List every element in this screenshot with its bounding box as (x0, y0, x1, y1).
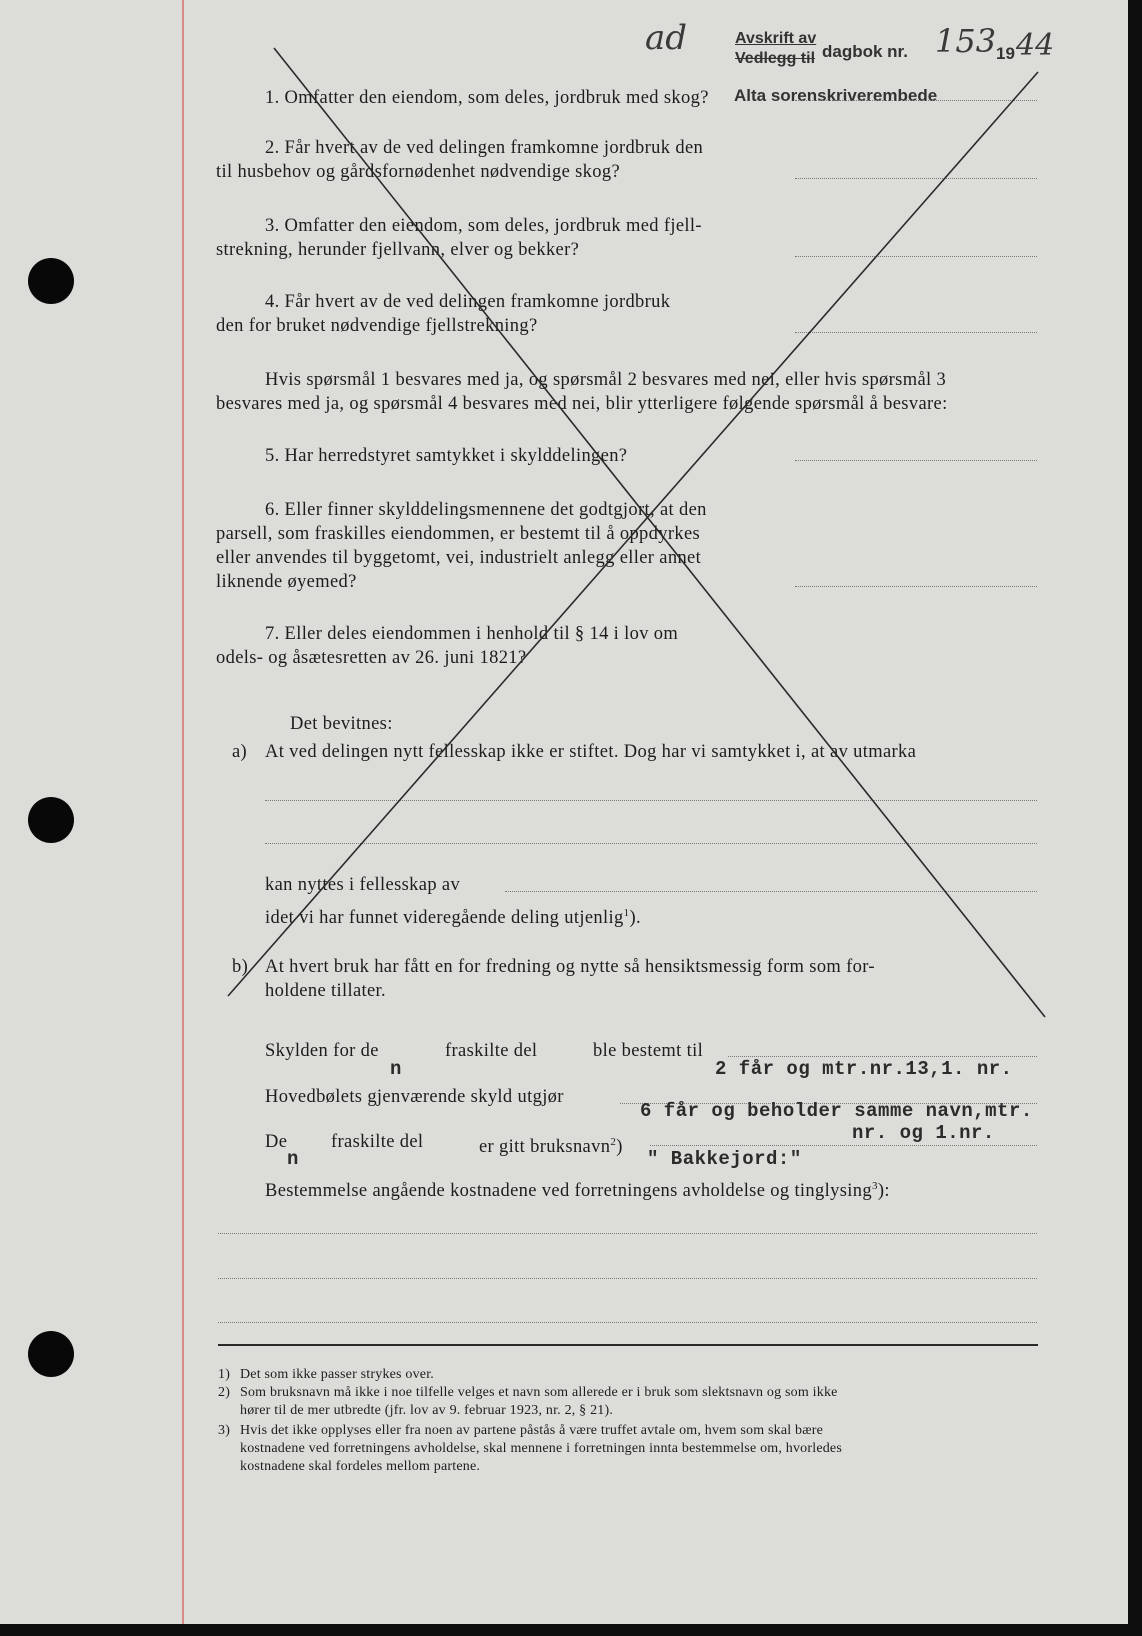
footnote-2-line1: Som bruksnavn må ikke i noe tilfelle velges et navn som allerede er i bruk som slektsnavn og som ikke (240, 1385, 838, 1400)
attest-b-line1: At hvert bruk har fått en for fredning og nytte så hensiktsmessig form som for- (265, 957, 875, 977)
year-suffix: 44 (1016, 28, 1055, 63)
footnote-3-line2: kostnadene ved forretningens avholdelse, skal mennene i forretningen innta bestemmelse om, hvorledes (240, 1441, 842, 1456)
typed-skyld: 2 får og mtr.nr.13,1. nr. (715, 1058, 1013, 1080)
skyld-label-2: fraskilte del (445, 1041, 538, 1061)
footnote-3-line1: Hvis det ikke opplyses eller fra noen av partene påstås å være truffet avtale om, hvem som skal bære (240, 1423, 824, 1438)
dagbok-label: dagbok nr. (822, 42, 908, 61)
conditional-line1: Hvis spørsmål 1 besvares med ja, og spørsmål 2 besvares med nei, eller hvis spørsmål 3 (265, 370, 947, 390)
hovedbol-label: Hovedbølets gjenværende skyld utgjør (265, 1087, 564, 1107)
bruksnavn-label-2: fraskilte del (331, 1132, 424, 1152)
footnote-3-line3: kostnadene skal fordeles mellom partene. (240, 1459, 481, 1474)
footnote-1-line1: Det som ikke passer strykes over. (240, 1367, 435, 1382)
year-prefix: 19 (996, 44, 1015, 63)
conditional-line2: besvares med ja, og spørsmål 4 besvares med nei, blir ytterligere følgende spørsmål å besvare: (216, 394, 948, 414)
attest-b-label: b) (232, 957, 249, 977)
scan-border (0, 1624, 1142, 1636)
footnote-2-line2: hører til de mer utbredte (jfr. lov av 9. februar 1923, nr. 2, § 21). (240, 1403, 614, 1418)
insert-n: n (390, 1058, 402, 1080)
question-6-line3: eller anvendes til byggetomt, vei, industrielt anlegg eller annet (216, 548, 702, 568)
question-1: 1. Omfatter den eiendom, som deles, jordbruk med skog? (265, 88, 709, 108)
bestemmelse-label: Bestemmelse angående kostnadene ved forretningens avholdelse og tinglysing$^3$): (265, 1180, 890, 1202)
scan-border (1128, 0, 1142, 1636)
stamp-avskrift: Avskrift av (735, 30, 817, 47)
question-6-line4: liknende øyemed? (216, 572, 357, 592)
skyld-label-1: Skylden for de (265, 1041, 379, 1061)
typed-hovedbol: 6 får og beholder samme navn,mtr. (640, 1100, 1033, 1122)
cross-stroke (274, 48, 1045, 1017)
question-3-line2: strekning, herunder fjellvann, elver og bekker? (216, 240, 580, 260)
bruksnavn-label-3: er gitt bruksnavn$^2$) (479, 1136, 623, 1158)
attest-a-text: At ved delingen nytt fellesskap ikke er stiftet. Dog har vi samtykket i, at av utmarka (265, 742, 917, 762)
question-4-line1: 4. Får hvert av de ved delingen framkomne jordbruk (265, 292, 671, 312)
question-4-line2: den for bruket nødvendige fjellstrekning? (216, 316, 538, 336)
question-3-line1: 3. Omfatter den eiendom, som deles, jordbruk med fjell- (265, 216, 702, 236)
attest-heading: Det bevitnes: (290, 714, 393, 734)
question-6-line1: 6. Eller finner skylddelingsmennene det godtgjort, at den (265, 500, 707, 520)
stamp-vedlegg: Vedlegg til (735, 50, 816, 67)
idet-line: idet vi har funnet videregående deling utjenlig$^1$). (265, 907, 641, 929)
question-6-line2: parsell, som fraskilles eiendommen, er bestemt til å oppdyrkes (216, 524, 701, 544)
cross-stroke (228, 72, 1038, 996)
attest-b-line2: holdene tillater. (265, 981, 387, 1001)
bruksnavn-label-1: De (265, 1132, 288, 1152)
question-2-line2: til husbehov og gårdsfornødenhet nødvendige skog? (216, 162, 621, 182)
footnote-1-mark: 1) (218, 1367, 231, 1382)
kan-line: kan nyttes i fellesskap av (265, 875, 461, 895)
office-stamp: Alta sorenskriverembede (734, 86, 938, 105)
handwritten-ad: ad (645, 18, 688, 58)
question-2-line1: 2. Får hvert av de ved delingen framkomne jordbruk den (265, 138, 704, 158)
typed-bruksnavn: " Bakkejord:" (647, 1148, 802, 1170)
skyld-label-3: ble bestemt til (593, 1041, 704, 1061)
footnote-3-mark: 3) (218, 1423, 231, 1438)
typed-nr: nr. og 1.nr. (852, 1122, 995, 1144)
question-7-line1: 7. Eller deles eiendommen i henhold til § 14 i lov om (265, 624, 679, 644)
question-7-line2: odels- og åsætesretten av 26. juni 1821? (216, 648, 527, 668)
footnote-2-mark: 2) (218, 1385, 231, 1400)
attest-a-label: a) (232, 742, 248, 762)
dagbok-number: 153 (935, 22, 997, 60)
insert-n: n (287, 1148, 299, 1170)
question-5: 5. Har herredstyret samtykket i skylddelingen? (265, 446, 628, 466)
